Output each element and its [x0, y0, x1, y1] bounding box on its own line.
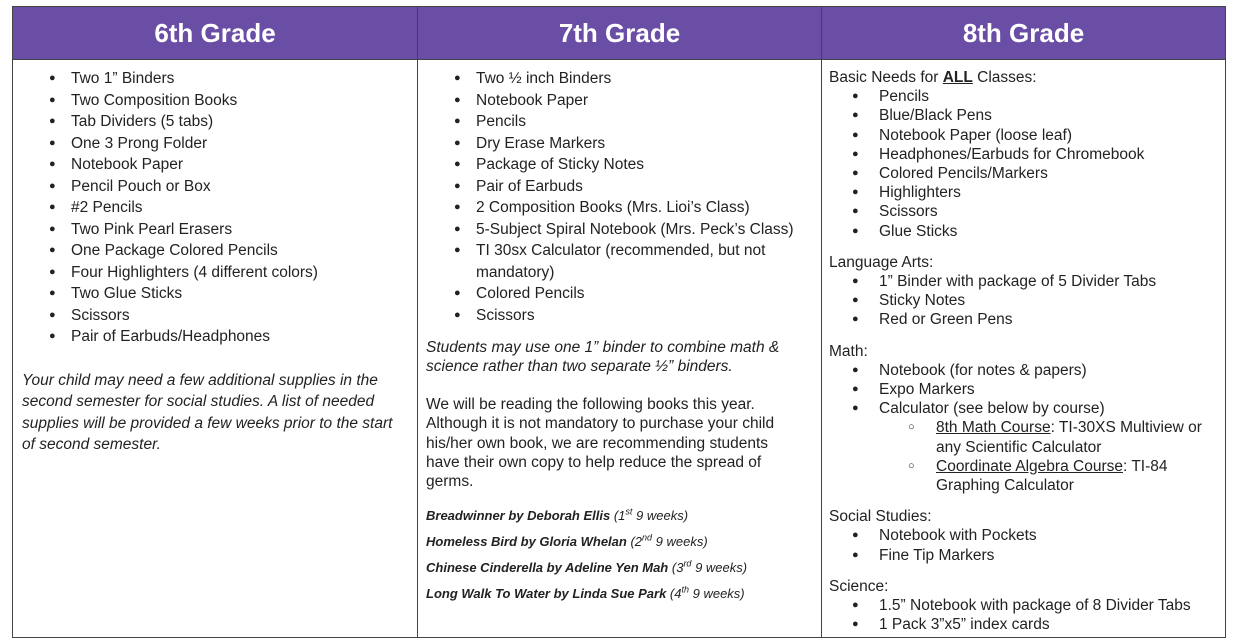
header-6th-grade: 6th Grade — [13, 7, 418, 60]
course-calculator: : TI-30XS Multiview or any Scientific Calculator — [936, 419, 1202, 456]
list-item: ● Highlighters — [822, 183, 1225, 202]
list-item: ● Notebook Paper — [13, 154, 417, 176]
list-item: ● Pair of Earbuds — [418, 176, 821, 198]
book-term: (2 — [626, 534, 642, 550]
list-item: ● 2 Composition Books (Mrs. Lioi’s Class) — [418, 197, 821, 219]
social-studies-heading: Social Studies: — [829, 508, 932, 526]
course-calculator: : TI-84 Graphing Calculator — [936, 457, 1168, 495]
science-heading: Science: — [829, 577, 889, 595]
grade8-column — [822, 60, 1225, 637]
header-8th-grade: 8th Grade — [822, 7, 1225, 60]
basic-needs-suffix: Classes: — [972, 69, 1037, 86]
list-item: ● Pencils — [418, 111, 821, 133]
grade7-list — [418, 68, 821, 326]
grade7-reading-intro: We will be reading the following books this year. Although it is not mandatory to purchase your child his/her own book, we are recommending students have their own copy to help reduce the spread of germs. — [426, 396, 775, 491]
language-arts-heading: Language Arts: — [829, 253, 934, 271]
book-term-suffix: st — [625, 507, 633, 518]
list-item: ● 5-Subject Spiral Notebook (Mrs. Peck’s Class) — [418, 219, 821, 241]
book-title: Long Walk To Water by Linda Sue Park — [426, 586, 667, 602]
list-item: ● Notebook Paper — [418, 90, 821, 112]
list-item: ● Headphones/Earbuds for Chromebook — [822, 145, 1225, 164]
grade7-column — [418, 60, 822, 637]
list-item: ● Scissors — [13, 305, 417, 327]
list-item: ● Pencils — [822, 87, 1225, 106]
book-term: (1 — [610, 508, 626, 524]
book-term-end: 9 weeks) — [691, 560, 748, 576]
list-item: ● Notebook (for notes & papers) — [822, 361, 1225, 380]
list-item: ● Two Pink Pearl Erasers — [13, 219, 417, 241]
list-item: ● Two 1” Binders — [13, 68, 417, 90]
book-item — [426, 503, 821, 529]
math-heading: Math: — [829, 342, 868, 360]
grade6-note: Your child may need a few additional supplies in the second semester for social studies. A list of needed supplies will be provided a few weeks prior to the start of second semester. — [22, 371, 393, 453]
header-7th-grade: 7th Grade — [418, 7, 822, 60]
book-term-end: 9 weeks) — [652, 534, 708, 550]
list-item: ● Colored Pencils/Markers — [822, 164, 1225, 183]
list-item: ● 1.5” Notebook with package of 8 Divider Tabs — [822, 596, 1225, 615]
grade6-column — [13, 60, 418, 637]
list-item: ● Package of Sticky Notes — [418, 154, 821, 176]
list-item: ● Fine Tip Markers — [822, 546, 1225, 565]
book-term: (3 — [668, 560, 684, 576]
list-item: ● Notebook with Pockets — [822, 526, 1225, 545]
book-item — [426, 555, 821, 581]
list-item: ● One Package Colored Pencils — [13, 240, 417, 262]
list-item: ● Scissors — [822, 202, 1225, 221]
list-item: ● Pencil Pouch or Box — [13, 176, 417, 198]
grade6-list — [13, 68, 417, 348]
language-arts-list — [822, 272, 1225, 330]
basic-needs-heading — [829, 68, 1225, 87]
supply-list-table — [12, 6, 1226, 638]
list-item: ● Blue/Black Pens — [822, 106, 1225, 125]
list-item: ● Four Highlighters (4 different colors) — [13, 262, 417, 284]
list-item: ● Expo Markers — [822, 380, 1225, 399]
list-item: ● Two Glue Sticks — [13, 283, 417, 305]
list-item: ● Calculator (see below by course) — [822, 399, 1225, 418]
list-item: ● Two ½ inch Binders — [418, 68, 821, 90]
list-item: ● 1 Pack 3”x5” index cards — [822, 615, 1225, 634]
list-item: ● Scissors — [418, 305, 821, 327]
list-item: ● Colored Pencils — [418, 283, 821, 305]
book-item — [426, 581, 821, 607]
course-name: 8th Math Course — [936, 419, 1051, 437]
calculator-course-list — [822, 418, 1225, 495]
list-item: ● Dry Erase Markers — [418, 133, 821, 155]
book-item — [426, 529, 821, 555]
basic-needs-prefix: Basic Needs for — [829, 69, 943, 86]
list-item: ● Sticky Notes — [822, 291, 1225, 310]
basic-needs-all: ALL — [942, 69, 973, 86]
book-term-end: 9 weeks) — [632, 508, 689, 524]
book-term-suffix: nd — [642, 533, 653, 544]
list-item: ● TI 30sx Calculator (recommended, but not mandatory) — [418, 240, 821, 283]
list-item: ● 1” Binder with package of 5 Divider Tabs — [822, 272, 1225, 291]
list-item: ● One 3 Prong Folder — [13, 133, 417, 155]
list-item: ● Two Composition Books — [13, 90, 417, 112]
calculator-course-item — [822, 418, 1225, 456]
list-item: ● Glue Sticks — [822, 222, 1225, 241]
book-title: Breadwinner by Deborah Ellis — [426, 508, 611, 524]
book-term: (4 — [666, 586, 682, 602]
book-title: Homeless Bird by Gloria Whelan — [426, 534, 627, 550]
list-item: ● Pair of Earbuds/Headphones — [13, 326, 417, 348]
list-item: ● #2 Pencils — [13, 197, 417, 219]
list-item: ● Notebook Paper (loose leaf) — [822, 126, 1225, 145]
calculator-course-item — [822, 457, 1225, 495]
grade7-book-list — [426, 503, 821, 607]
course-name: Coordinate Algebra Course — [936, 457, 1123, 475]
social-studies-list — [822, 526, 1225, 564]
math-list — [822, 361, 1225, 419]
book-title: Chinese Cinderella by Adeline Yen Mah — [426, 560, 669, 576]
book-term-suffix: th — [681, 585, 689, 596]
grade7-binder-note: Students may use one 1” binder to combine math & science rather than two separate ½” binders. — [426, 339, 780, 375]
list-item: ● Red or Green Pens — [822, 310, 1225, 329]
book-term-suffix: rd — [683, 559, 692, 570]
book-term-end: 9 weeks) — [689, 586, 745, 602]
basic-needs-list — [822, 87, 1225, 241]
list-item: ● Tab Dividers (5 tabs) — [13, 111, 417, 133]
science-list — [822, 596, 1225, 634]
